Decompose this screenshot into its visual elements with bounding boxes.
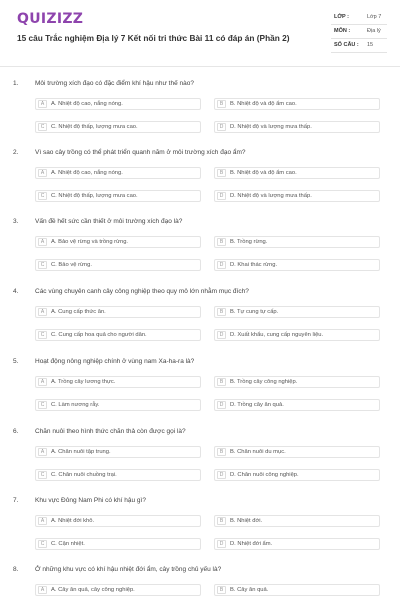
option-text: C. Cung cấp hoa quả cho người dân. [51,331,147,338]
option-text: A. Nhiệt độ cao, nắng nóng. [51,100,123,107]
option-letter-box: D [217,471,226,479]
question-text: Vấn đề hết sức cần thiết ở môi trường xích đạo là? [35,218,183,225]
option-text: A. Trồng cây lương thực. [51,378,116,385]
answer-option-d[interactable] [214,329,380,341]
option-text: A. Nhiệt độ cao, nắng nóng. [51,169,123,176]
answer-option-a[interactable] [35,515,201,527]
option-text: A. Nhiệt đới khô. [51,517,95,524]
question-number: 1. [13,80,19,87]
option-text: B. Nhiệt độ và độ ẩm cao. [230,100,297,107]
option-letter-box: A [38,100,47,108]
option-text: C. Chăn nuôi chuồng trại. [51,471,117,478]
option-text: B. Trồng cây công nghiệp. [230,378,298,385]
option-letter-box: D [217,261,226,269]
question-number: 8. [13,566,19,573]
question-text: Các vùng chuyên canh cây công nghiệp theo quy mô lớn nhằm mục đích? [35,288,249,295]
answer-option-c[interactable] [35,469,201,481]
option-letter-box: C [38,331,47,339]
answer-option-a[interactable] [35,236,201,248]
meta-label: LỚP : [334,14,349,20]
option-letter-box: D [217,123,226,131]
question-text: Chăn nuôi theo hình thức chăn thả còn được gọi là? [35,428,186,435]
option-letter-box: C [38,471,47,479]
option-letter-box: A [38,586,47,594]
answer-option-a[interactable] [35,167,201,179]
answer-option-b[interactable] [214,98,380,110]
question-number: 6. [13,428,19,435]
answer-option-b[interactable] [214,376,380,388]
answer-option-b[interactable] [214,584,380,596]
option-text: D. Nhiệt độ và lượng mưa thấp. [230,123,312,130]
option-letter-box: B [217,517,226,525]
option-letter-box: B [217,169,226,177]
option-text: D. Trồng cây ăn quả. [230,401,284,408]
page-title: 15 câu Trắc nghiệm Địa lý 7 Kết nối tri thức Bài 11 có đáp án (Phần 2) [17,33,290,43]
option-text: C. Nhiệt độ thấp, lượng mưa cao. [51,192,138,199]
option-text: D. Khai thác rừng. [230,261,278,268]
meta-underline [331,52,387,53]
option-letter-box: C [38,261,47,269]
option-text: A. Cây ăn quả, cây công nghiệp. [51,586,135,593]
option-letter-box: D [217,401,226,409]
option-text: B. Nhiệt độ và độ ẩm cao. [230,169,297,176]
answer-option-b[interactable] [214,446,380,458]
option-letter-box: C [38,401,47,409]
answer-option-a[interactable] [35,376,201,388]
meta-label: MÔN : [334,28,351,34]
answer-option-a[interactable] [35,584,201,596]
option-letter-box: C [38,540,47,548]
option-letter-box: A [38,448,47,456]
option-text: B. Tự cung tự cấp. [230,308,279,315]
meta-label: SỐ CÂU : [334,42,359,48]
answer-option-d[interactable] [214,399,380,411]
answer-option-d[interactable] [214,469,380,481]
answer-option-d[interactable] [214,259,380,271]
option-letter-box: D [217,540,226,548]
answer-option-b[interactable] [214,167,380,179]
worksheet-header [0,0,400,62]
question-text: Ở những khu vực có khí hậu nhiệt đới ẩm, cây trồng chủ yếu là? [35,566,222,573]
option-letter-box: B [217,308,226,316]
option-letter-box: A [38,238,47,246]
answer-option-d[interactable] [214,121,380,133]
option-letter-box: A [38,517,47,525]
option-text: C. Làm nương rẫy. [51,401,100,408]
option-text: C. Nhiệt độ thấp, lượng mưa cao. [51,123,138,130]
question-number: 4. [13,288,19,295]
answer-option-d[interactable] [214,538,380,550]
option-text: C. Bảo vệ rừng. [51,261,92,268]
option-text: D. Nhiệt độ và lượng mưa thấp. [230,192,312,199]
answer-option-c[interactable] [35,121,201,133]
option-text: A. Bảo vệ rừng và trồng rừng. [51,238,129,245]
question-text: Khu vực Đông Nam Phi có khí hậu gì? [35,497,146,504]
quizizz-logo: QUIZIZZ [17,11,84,27]
option-text: A. Chăn nuôi tập trung. [51,448,111,455]
answer-option-c[interactable] [35,329,201,341]
answer-option-b[interactable] [214,236,380,248]
option-letter-box: A [38,169,47,177]
option-letter-box: B [217,238,226,246]
question-number: 5. [13,358,19,365]
question-number: 2. [13,149,19,156]
question-number: 7. [13,497,19,504]
option-letter-box: C [38,123,47,131]
option-text: B. Nhiệt đới. [230,517,263,524]
question-text: Vì sao cây trồng có thể phát triển quanh năm ở môi trường xích đạo ẩm? [35,149,246,156]
answer-option-c[interactable] [35,538,201,550]
meta-row [331,39,387,53]
answer-option-a[interactable] [35,98,201,110]
option-text: D. Xuất khẩu, cung cấp nguyên liệu. [230,331,324,338]
option-letter-box: B [217,448,226,456]
option-letter-box: B [217,586,226,594]
answer-option-b[interactable] [214,515,380,527]
meta-row [331,11,387,25]
answer-option-a[interactable] [35,306,201,318]
option-letter-box: D [217,331,226,339]
option-text: C. Cận nhiệt. [51,540,85,547]
option-text: D. Chăn nuôi công nghiệp. [230,471,299,478]
option-text: B. Chăn nuôi du mục. [230,448,286,455]
option-letter-box: B [217,100,226,108]
answer-option-d[interactable] [214,190,380,202]
answer-option-c[interactable] [35,259,201,271]
question-text: Hoạt động nông nghiệp chính ở vùng nam Xa-ha-ra là? [35,358,195,365]
option-letter-box: B [217,378,226,386]
option-text: B. Cây ăn quả. [230,586,269,593]
answer-option-c[interactable] [35,190,201,202]
option-letter-box: D [217,192,226,200]
option-letter-box: A [38,378,47,386]
option-text: A. Cung cấp thức ăn. [51,308,106,315]
option-text: D. Nhiệt đới ẩm. [230,540,273,547]
header-divider [0,66,400,67]
meta-value: 15 [367,42,374,48]
answer-option-a[interactable] [35,446,201,458]
question-number: 3. [13,218,19,225]
answer-option-b[interactable] [214,306,380,318]
option-text: B. Trồng rừng. [230,238,268,245]
meta-row [331,25,387,39]
option-letter-box: A [38,308,47,316]
option-letter-box: C [38,192,47,200]
meta-value: Địa lý [367,28,381,34]
answer-option-c[interactable] [35,399,201,411]
question-text: Môi trường xích đạo có đặc điểm khí hậu như thế nào? [35,80,194,87]
meta-value: Lớp 7 [367,14,382,20]
